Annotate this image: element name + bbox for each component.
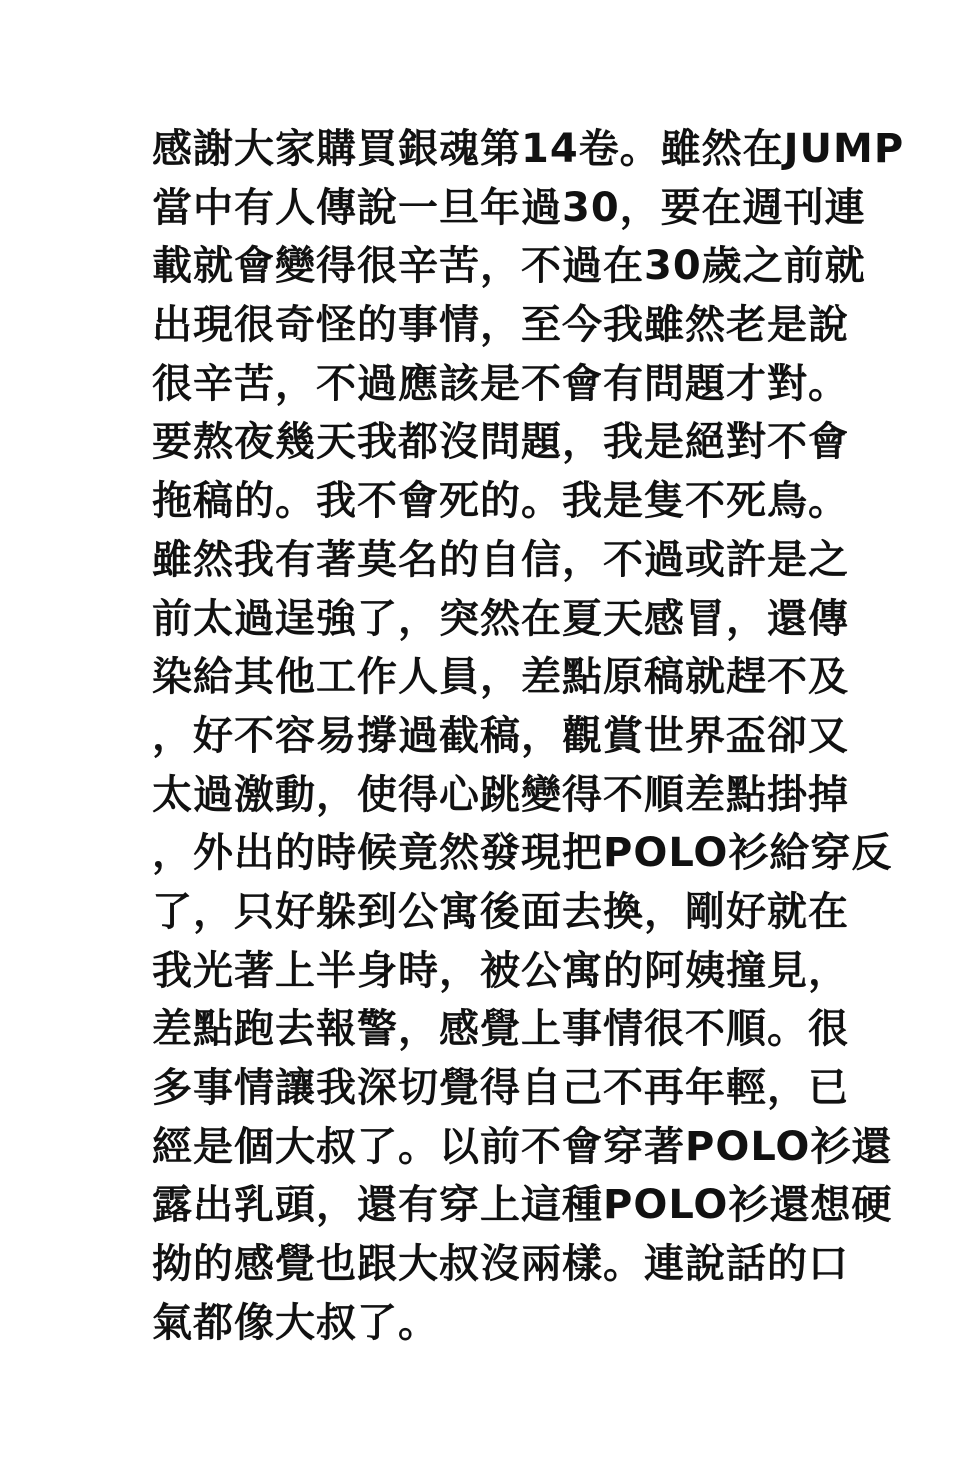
- text-line-1: 感謝大家購買銀魂第14卷。雖然在JUMP: [152, 126, 905, 172]
- text-line-17: 多事情讓我深切覺得自己不再年輕，已: [152, 1065, 849, 1111]
- text-line-5: 很辛苦，不過應該是不會有問題才對。: [152, 360, 849, 407]
- text-line-13: ，外出的時候竟然發現把POLO衫給穿反: [152, 830, 893, 877]
- text-line-21: 氣都像大叔了。: [152, 1299, 439, 1346]
- text-line-11: ，好不容易撐過截稿，觀賞世界盃卻又: [152, 712, 849, 759]
- author-note-text: [152, 120, 905, 1352]
- text-line-18: 經是個大叔了。以前不會穿著POLO衫還: [152, 1123, 893, 1170]
- text-line-14: 了，只好躲到公寓後面去換，剛好就在: [152, 888, 849, 935]
- text-line-6: 要熬夜幾天我都沒問題，我是絕對不會: [152, 419, 849, 466]
- text-line-12: 太過激動，使得心跳變得不順差點掛掉: [152, 771, 849, 818]
- text-line-2: 當中有人傳說一旦年過30，要在週刊連: [152, 184, 866, 231]
- text-line-7: 拖稿的。我不會死的。我是隻不死鳥。: [152, 478, 849, 525]
- text-line-4: 出現很奇怪的事情，至今我雖然老是說: [152, 302, 849, 349]
- text-line-15: 我光著上半身時，被公寓的阿姨撞見，: [152, 947, 849, 994]
- text-line-9: 前太過逞強了，突然在夏天感冒，還傳: [152, 595, 849, 642]
- text-line-8: 雖然我有著莫名的自信，不過或許是之: [152, 536, 849, 583]
- text-line-20: 拗的感覺也跟大叔沒兩樣。連說話的口: [152, 1241, 849, 1288]
- text-line-10: 染給其他工作人員，差點原稿就趕不及: [152, 654, 849, 701]
- text-line-16: 差點跑去報警，感覺上事情很不順。很: [152, 1006, 849, 1053]
- text-line-19: 露出乳頭，還有穿上這種POLO衫還想硬: [152, 1182, 893, 1229]
- text-line-3: 載就會變得很辛苦，不過在30歲之前就: [152, 243, 866, 290]
